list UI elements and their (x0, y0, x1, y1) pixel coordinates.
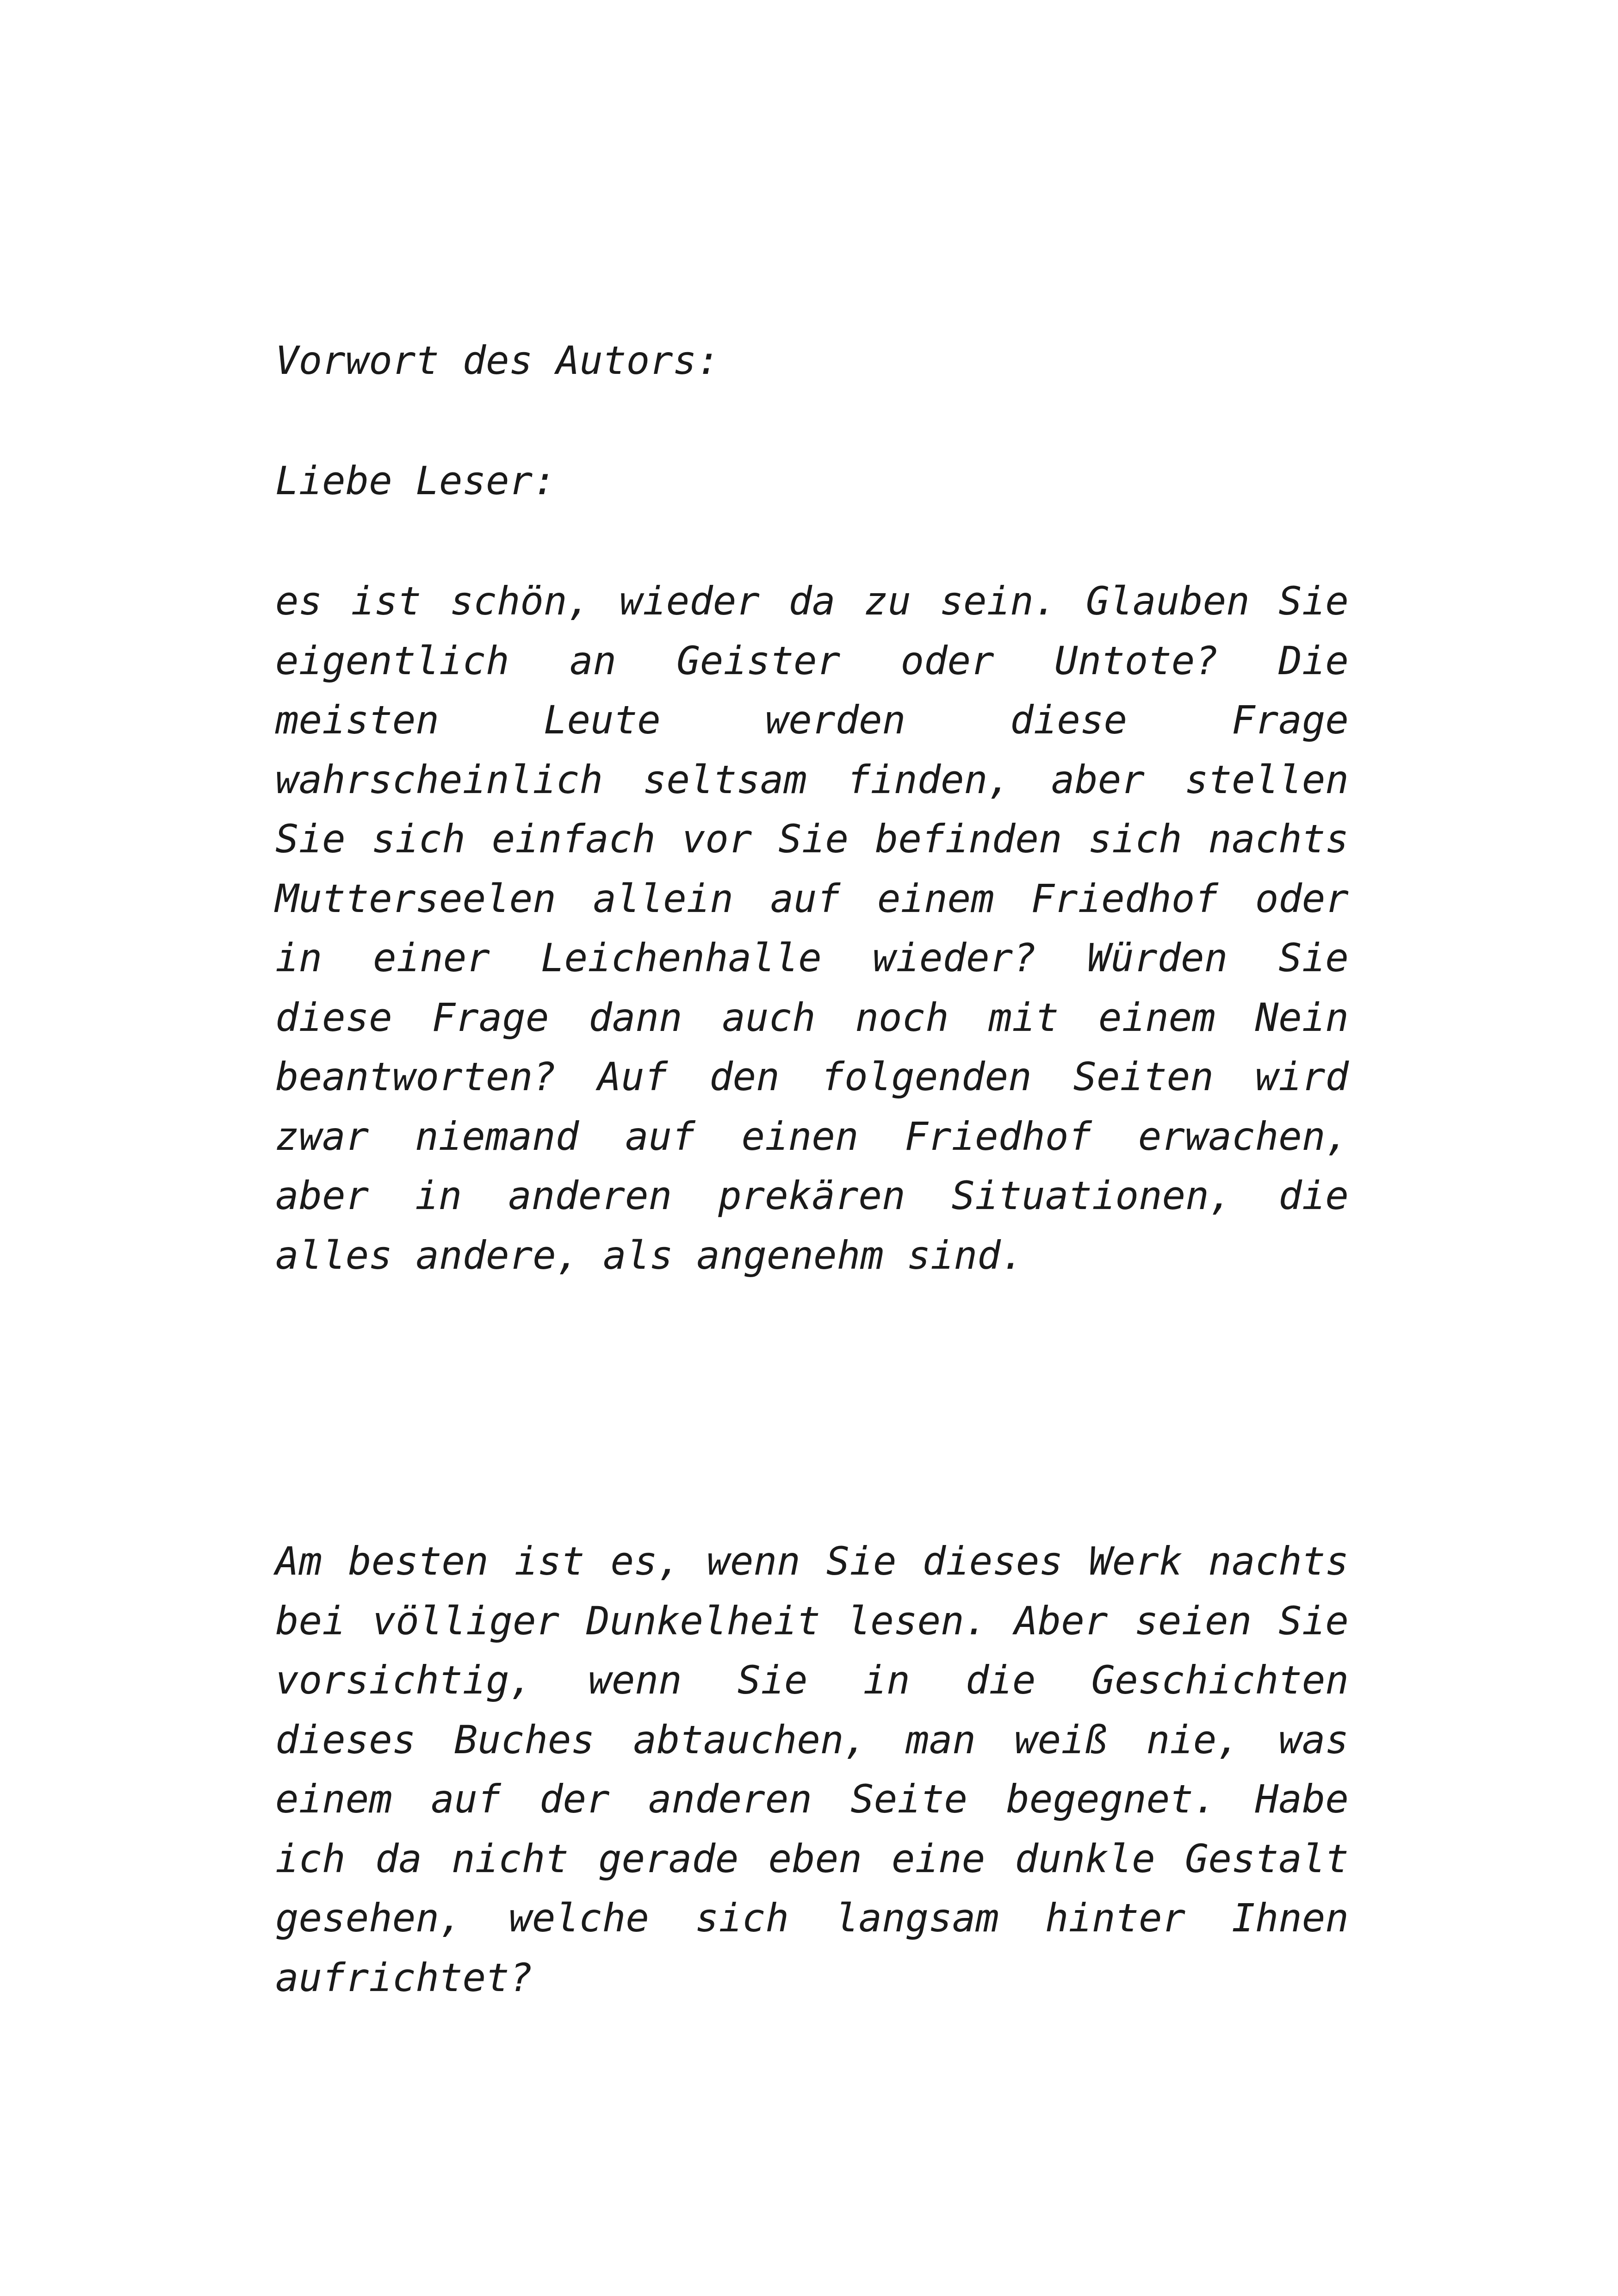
body-paragraph-2: Am besten ist es, wenn Sie dieses Werk nachts bei völliger Dunkelheit lesen. Aber seien Sie vorsichtig, wenn Sie in die Geschichten dieses Buches abtauchen, man weiß nie, was einem auf der anderen Seite begegnet. Habe ich da nicht gerade eben eine dunkle Gestalt gesehen, welche sich langsam hinter Ihnen aufrichtet? (275, 1539, 1349, 2000)
body-paragraph-1: es ist schön, wieder da zu sein. Glauben Sie eigentlich an Geister oder Untote? Die meisten Leute werden diese Frage wahrscheinlich seltsam finden, aber stellen Sie sich einfach vor Sie befinden sich nachts Mutterseelen allein auf einem Friedhof oder in einer Leichenhalle wieder? Würden Sie diese Frage dann auch noch mit einem Nein beantworten? Auf den folgenden Seiten wird zwar niemand auf einen Friedhof erwachen, aber in anderen prekären Situationen, die alles andere, als angenehm sind. (275, 578, 1349, 1278)
salutation: Liebe Leser: (275, 458, 556, 503)
preface-heading: Vorwort des Autors: (275, 338, 720, 383)
